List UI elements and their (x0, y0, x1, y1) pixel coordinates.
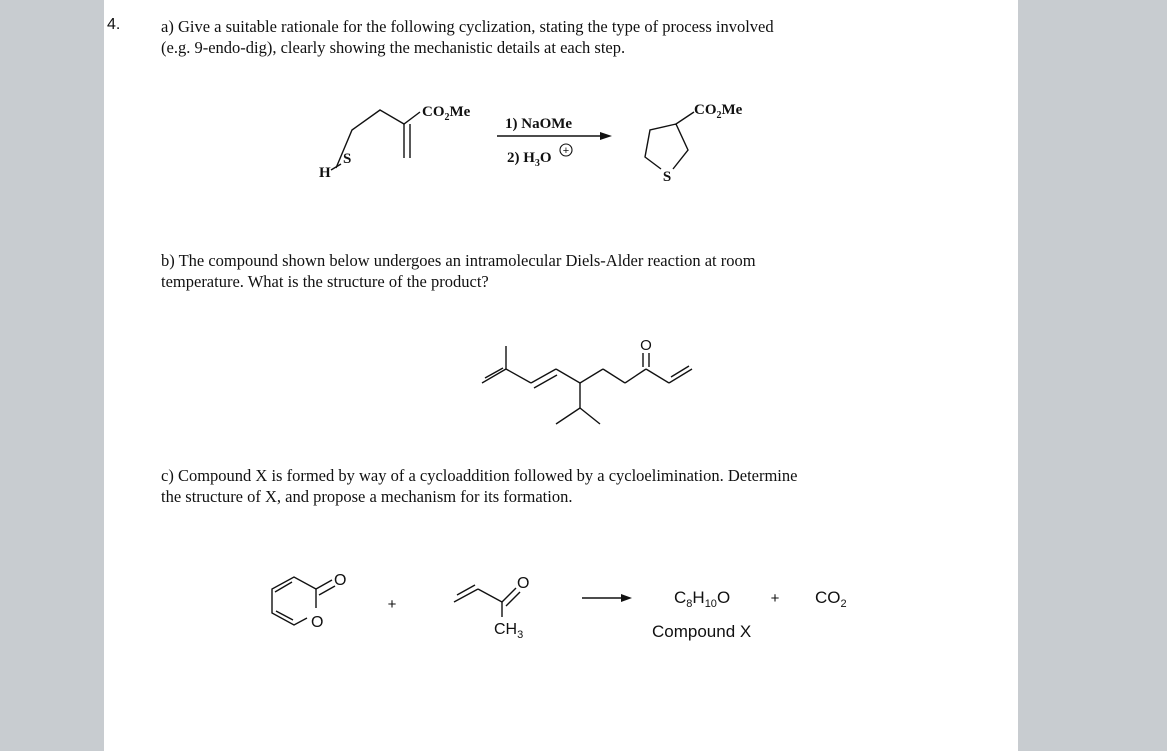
part-c-line-1: c) Compound X is formed by way of a cycloaddition followed by a cycloelimination. Determine (161, 466, 798, 485)
enone-carbonyl-oxygen: O (517, 575, 530, 592)
ketone-oxygen: O (640, 337, 652, 354)
pyrone-ring (272, 577, 335, 625)
reagent-step-1: 1) NaOMe (505, 116, 573, 132)
pyrone-carbonyl-oxygen: O (334, 572, 347, 589)
positive-charge-sign: + (562, 145, 570, 157)
methyl-group-label: $CH_3$ (494, 621, 524, 641)
compound-x-formula: $C_8H_{10}O$ (674, 588, 731, 610)
part-b-line-2: temperature. What is the structure of the product? (161, 272, 489, 291)
part-b-line-1: b) The compound shown below undergoes an intramolecular Diels-Alder reaction at room (161, 251, 756, 270)
reaction-arrowhead-c (621, 594, 632, 602)
reagent-step-2: 2) $H_3O$ (507, 150, 552, 169)
part-a-line-2: (e.g. 9-endo-dig), clearly showing the mechanistic details at each step. (161, 38, 626, 57)
product-s-atom: S (662, 169, 672, 185)
plus-sign-2: + (770, 590, 780, 607)
carbon-dioxide-label: $CO_2$ (815, 588, 847, 610)
plus-sign-1: + (387, 596, 397, 613)
compound-x-label: Compound X (652, 622, 752, 641)
part-c-line-2: the structure of X, and propose a mechanism for its formation. (161, 487, 573, 506)
part-a-line-1: a) Give a suitable rationale for the following cyclization, stating the type of process involved (161, 17, 774, 36)
product-ester-label: $CO_2Me$ (694, 102, 743, 121)
reactant-h-atom: H (319, 165, 331, 181)
question-number: 4. (107, 16, 121, 33)
reactant-ester-label: $CO_2Me$ (422, 104, 471, 123)
pyrone-ring-oxygen: O (311, 614, 324, 631)
enone-skeleton (454, 585, 520, 617)
reactant-s-atom: S (343, 151, 352, 167)
